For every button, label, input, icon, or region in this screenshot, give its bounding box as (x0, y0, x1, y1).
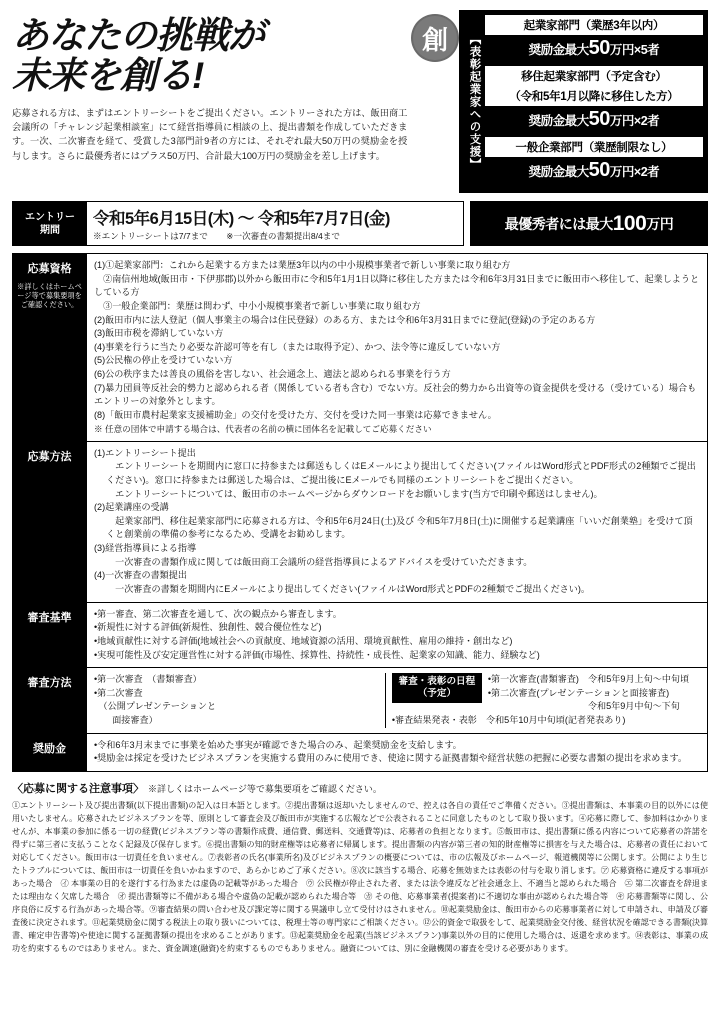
top-prize-value: 100 (612, 211, 647, 235)
howtoapply-line: (4)一次審査の書類提出 (94, 570, 187, 581)
eligibility-line: (4)事業を行うに当たり必要な許認可等を有し（または取得予定）、かつ、法令等に違反していない方 (94, 341, 501, 352)
table-row (13, 733, 708, 771)
entry-period-note-1: ※エントリーシートは7/7まで (93, 231, 208, 241)
award-amount-suffix: 万円×5者 (609, 43, 660, 57)
seal-icon: 創 (411, 14, 458, 62)
howtoapply-content (87, 441, 708, 602)
method-line: •第二次審査 (94, 687, 143, 698)
criteria-line: •地域貢献性に対する評価(地域社会への貢献度、地域資源の活用、環境貢献性、雇用の維持・創出など) (94, 635, 513, 646)
award-row (485, 15, 703, 63)
entry-period-label-line2: 期間 (40, 224, 60, 236)
eligibility-line: (1)①起業家部門：これから起業する方または業歴3年以内の中小規模事業者で新しい事業に取り組む方 (94, 260, 511, 270)
top-prize-suffix: 万円 (646, 215, 674, 232)
notes-body: ①エントリーシート及び提出書類(以下提出書類)の記入は日本語とします。②提出書類は返却いたしませんので、控えは各自の責任でご準備ください。③提出書類は、本事業の目的以外には使用いたしません。応募されたビジネスプランを等、原則として審査会及び飯田市が実施する広報などで公表されることに同意したものとして取り扱います。④応募に際して、参加料はかかりませんが、本事業の参加に係る一切の経費(ビジネスプラン等の書類作成費、通信費、郵送料、交通費等)は、応募者の負担となります。⑤飯田市は、提出書類に係る内容について応募者の許諾を得ずに第三者に支払うことなく記録及び保存します。⑥提出書類の知的財産権等は応募者に帰属します。提出書類の内容が第三者の知的財産権等に損害を与えた場合は、応募者の責任において対応してください。飯田市は一切責任を負いません。⑦表彰者の氏名(事業所名)及びビジネスプランの概要については、市の広報及びホームページ、報道機関等に公開します。公開により生じたトラブルについては、飯田市は一切責任を負いかねますので、あらかじめご了承ください。⑧次に該当する場合、応募を無効または表彰の付与を取り消します。㋐ 応募資格に違反する事項があった場合 ㋑ 本事業の目的を遂行する行為または虚偽の記載等があった場合 ㋒ 公民権が停止された者、または法令違反など社会通念上、不適当と認められた場合 ㋓ 第二次審査を辞退または理由なく欠席した場合 ㋔ 提出書類等に不備がある場合や虚偽の記載が認められた場合等 ㋕ その他、応募事業者(提案者)に不適切な事由が認められた場合等 ㋖ 応募書類等に関し、公序良俗に反する行為があった場合等。⑨審査結果の問い合わせ及び課定等に関する異議申し立て受付けはされません。⑩起業奨励金は、飯田市からの応募事業者に対して申請され、申請及び審査後に決定されます。⑪起業奨励金に関する税法上の取り扱いについては、税理士等の専門家にご相談ください。⑫公的資金で取扱をして、起業奨励金交付後、経営状況を確認できる書類(決算書、確定申告書等)や使途に関する証拠書類の提出を求めることがあります。⑬起業奨励金を起業(当該ビジネスプラン)事業以外の目的に使用した場合は、返還を求めます。⑭表彰は、事業の成功を約束するものではありません。また、資金調達(融資)を約束するものでもありません。融資については、別に金融機関の審査を受ける必要があります。 (12, 801, 708, 954)
award-amount-value: 50 (588, 37, 610, 59)
row-header-label: 応募資格 (27, 263, 72, 275)
criteria-content (87, 602, 708, 668)
schedule-line: •第二次審査(プレゼンテーションと面接審査) (487, 687, 670, 698)
top-prize-prefix: 最優秀者には最大 (504, 215, 613, 232)
details-table (12, 253, 708, 772)
eligibility-line: (6)公の秩序または善良の風俗を害しない、社会通念上、適法と認められる事業を行う方 (94, 369, 451, 380)
eligibility-footnote: ※ 任意の団体で申請する場合は、代表者の名前の横に団体名を記載してご応募ください (94, 423, 432, 434)
schedule-line: •第一次審査(書類審査) 令和5年9月上旬～中旬頃 (487, 674, 690, 685)
criteria-line: •新規性に対する評価(新規性、独創性、競合優位性など) (94, 622, 322, 633)
header (12, 10, 708, 193)
criteria-line: •実現可能性及び安定運営性に対する評価(市場性、採算性、持続性・成長性、起業家の知識、能力、経験など) (94, 649, 540, 660)
method-left (94, 673, 385, 728)
award-category-sub: （令和5年1月以降に移住した方） (485, 86, 703, 106)
row-header-label: 審査基準 (27, 611, 72, 624)
award-row (485, 137, 703, 185)
howtoapply-line: エントリーシートについては、飯田市のホームページからダウンロードをお願いします(当方で印刷や郵送はしません)。 (106, 488, 603, 499)
method-line: （公開プレゼンテーションと (94, 701, 217, 712)
howtoapply-line: 起業家部門、移住起業家部門に応募される方は、令和5年6月24日(土)及び 令和5年7月8日(土)に開催する起業講座「いいだ創業塾」を受けて頂くと創業前の準備の参考になるため、受講をお勧めします。 (106, 515, 693, 540)
method-split (94, 673, 700, 728)
row-header-label: 審査方法 (27, 677, 72, 690)
entry-period-body (87, 202, 463, 245)
row-header-method (13, 668, 87, 734)
award-amount-prefix: 奨励金最大 (528, 114, 589, 128)
table-row (13, 602, 708, 668)
title-line-2: 未来を創る! (12, 54, 204, 96)
award-amount (485, 157, 703, 185)
table-row (13, 254, 708, 442)
eligibility-line: (8)「飯田市農村起業家支援補助金」の交付を受けた方、交付を受けた同一事業は応募できません。 (94, 410, 497, 421)
award-amount (485, 106, 703, 134)
grant-line: •奨励金は採定を受けたビジネスプランを実施する費用のみに使用でき、使途に関する証拠書類や経営状態の把握に必要な書類の提出を求めます。 (94, 753, 687, 764)
entry-period-notes (93, 230, 457, 242)
entry-period-strip (12, 201, 708, 246)
award-amount-suffix: 万円×2者 (609, 114, 660, 128)
eligibility-line: ②南信州地域(飯田市・下伊那郡)以外から飯田市に令和5年1月1日以降に移住した方または令和6年3月31日までに飯田市へ移住して、起業しようとしている方 (94, 273, 700, 298)
entry-period-box (12, 201, 464, 246)
award-rows (485, 15, 703, 188)
table-row (13, 441, 708, 602)
howtoapply-line: (3)経営指導員による指導 (94, 543, 197, 554)
notes-subtitle: ※詳しくはホームページ等で募集要項をご確認ください。 (148, 784, 382, 795)
entry-period-note-2: ※一次審査の書類提出8/4まで (226, 231, 340, 241)
grant-line: •令和6年3月末までに事業を始めた事実が確認できた場合のみ、起業奨励金を支給します。 (94, 739, 462, 750)
howtoapply-line: 一次審査の書類を期間内にEメールにより提出してください(ファイルはWord形式とPDFの2種類でご提出ください)。 (106, 583, 590, 594)
entry-period-label-line1: エントリー (25, 211, 75, 223)
award-category: 移住起業家部門（予定含む） (485, 66, 703, 86)
row-header-grant (13, 733, 87, 771)
method-content (87, 668, 708, 734)
notes-title (12, 780, 708, 796)
table-row (13, 668, 708, 734)
howtoapply-line: (2)起業講座の受講 (94, 502, 169, 513)
entry-period-label (13, 202, 87, 245)
title-line-1: あなたの挑戦が (12, 15, 264, 56)
method-line: •第一次審査 （書類審査） (94, 674, 202, 685)
grant-content (87, 733, 708, 771)
method-line: 面接審査） (94, 715, 158, 726)
top-prize-banner (470, 201, 708, 246)
row-header-howtoapply (13, 441, 87, 602)
award-amount-value: 50 (588, 159, 610, 181)
page-title (12, 16, 407, 96)
award-side-label: 【表彰起業家への支援】 (468, 32, 481, 171)
entry-period-dates: 令和5年6月15日(木) ～ 令和5年7月7日(金) (93, 210, 390, 228)
schedule-line: 令和5年9月中旬～下旬 (487, 701, 680, 712)
award-amount-value: 50 (588, 108, 610, 130)
award-row (485, 66, 703, 134)
award-amount (485, 35, 703, 63)
row-header-label: 奨励金 (33, 742, 66, 755)
eligibility-line: (2)飯田市内に法人登記（個人事業主の場合は住民登録）のある方、または令和6年3月31日までに登記(登録)の予定のある方 (94, 314, 596, 325)
notes-title-label: 〈応募に関する注意事項〉 (12, 783, 144, 796)
eligibility-line: (3)飯田市税を滞納していない方 (94, 328, 224, 339)
howtoapply-line: 一次審査の書類作成に関しては飯田商工会議所の経営指導員によるアドバイスを受けていただきます。 (106, 556, 533, 567)
award-category: 起業家部門（業歴3年以内） (485, 15, 703, 35)
row-header-criteria (13, 602, 87, 668)
award-category: 一般企業部門（業歴制限なし） (485, 137, 703, 157)
eligibility-line: (7)暴力団員等反社会的勢力と認められる者（関係している者も含む）でない方。反社会的勢力から出資等の資金提供を受ける（受けている）場合もエントリーの対象外とします。 (94, 382, 697, 407)
eligibility-line: ③一般企業部門：業歴は問わず、中小小規模事業者で新しい事業に取り組む方 (94, 300, 421, 311)
row-header-hint: ※詳しくはホームページ等で募集要項をご確認ください。 (17, 282, 82, 309)
schedule-line: •審査結果発表・表彰 令和5年10月中旬頃(記者発表あり) (391, 715, 626, 726)
howtoapply-line: (1)エントリーシート提出 (94, 447, 196, 458)
criteria-line: •第一審査、第二次審査を通して、次の観点から審査します。 (94, 608, 342, 619)
award-amount-prefix: 奨励金最大 (528, 43, 589, 57)
award-summary-box (459, 10, 708, 193)
award-amount-prefix: 奨励金最大 (528, 165, 589, 179)
schedule-header: 審査・表彰の日程（予定） (392, 673, 482, 703)
row-header-eligibility (13, 254, 87, 442)
header-left (12, 10, 407, 163)
intro-paragraph: 応募される方は、まずはエントリーシートをご提出ください。エントリーされた方は、飯田商工会議所の「チャレンジ起業相談室」にて経営指導員に相談の上、提出書類を作成していただきます。一次、二次審査を経て、受賞した3部門計9者の方には、それぞれ最大50万円の奨励金を授与します。さらに最優秀者にはプラス50万円、合計最大100万円の奨励金を差し上げます。 (12, 107, 408, 161)
eligibility-line: (5)公民権の停止を受けていない方 (94, 355, 233, 366)
howtoapply-line: エントリーシートを期間内に窓口に持参または郵送もしくはEメールにより提出してください(ファイルはWord形式とPDF形式の2種類でご提出ください)。窓口に持参または郵送した場合は、ご提出後にEメールでも同様のエントリーシートをご提出ください。 (106, 461, 696, 485)
method-right (385, 673, 700, 728)
row-header-label: 応募方法 (27, 450, 72, 463)
award-amount-suffix: 万円×2者 (609, 165, 660, 179)
eligibility-content (87, 254, 708, 442)
